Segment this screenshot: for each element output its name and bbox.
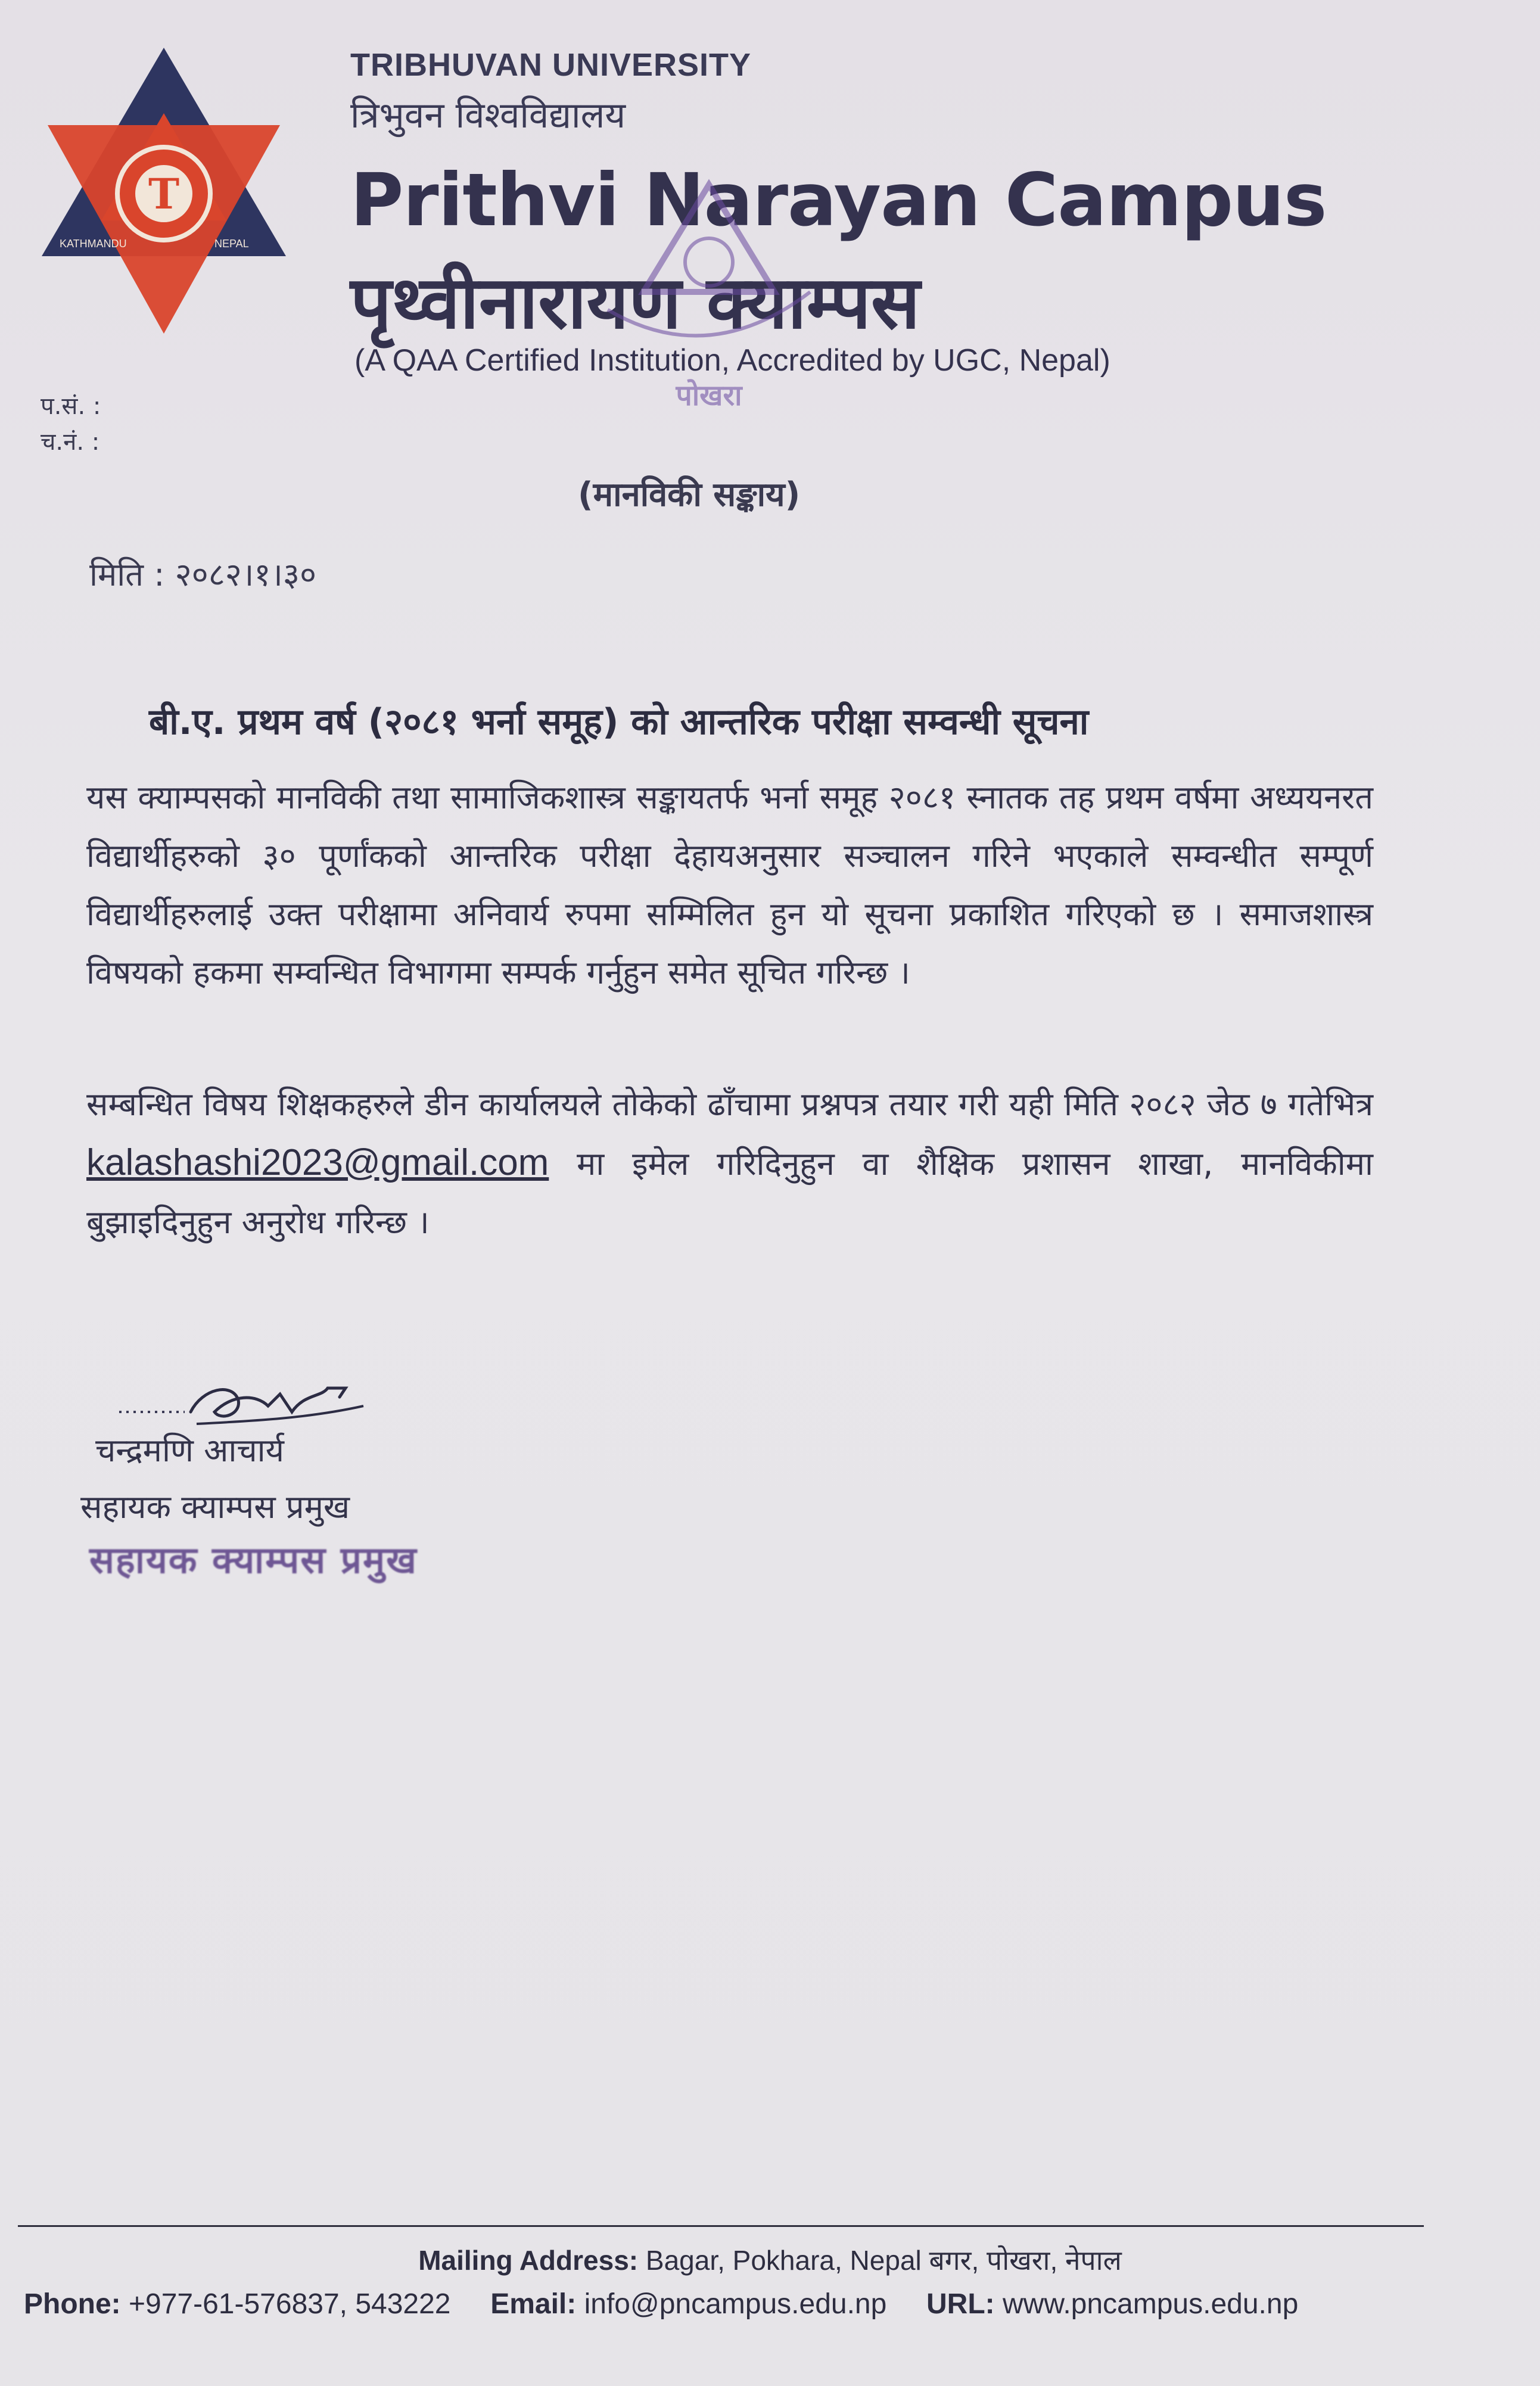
paragraph-2-text-before: सम्बन्धित विषय शिक्षकहरुले डीन कार्यालयले तोकेको ढाँचामा प्रश्नपत्र तयार गरी यही मिति २०८२ जेठ ७ गतेभित्र: [86, 1085, 1373, 1123]
campus-seal-stamp: [572, 173, 846, 423]
tu-logo: [36, 42, 292, 340]
contact-info: [24, 2288, 1298, 2320]
university-name-np: त्रिभुवन विश्वविद्यालय: [350, 95, 626, 136]
accreditation-line: (A QAA Certified Institution, Accredited by UGC, Nepal): [354, 343, 1110, 378]
body-paragraph-1: यस क्याम्पसको मानविकी तथा सामाजिकशास्त्र सङ्कायतर्फ भर्ना समूह २०८१ स्नातक तह प्रथम वर्षमा अध्ययनरत विद्यार्थीहरुको ३० पूर्णांकको आन्तरिक परीक्षा देहायअनुसार सञ्चालन गरिने भएकाले सम्वन्धीत सम्पूर्ण विद्यार्थीहरुलाई उक्त परीक्षामा अनिवार्य रुपमा सम्मिलित हुन यो सूचना प्रकाशित गरिएको छ । समाजशास्त्र विषयको हकमा सम्वन्धित विभागमा सम्पर्क गर्नुहुन समेत सूचित गरिन्छ ।: [86, 779, 1373, 991]
phone-label: Phone:: [24, 2288, 121, 2320]
mailing-label: Mailing Address:: [418, 2245, 639, 2276]
mailing-address: [0, 2241, 1540, 2278]
signatory-title: सहायक क्याम्पस प्रमुख: [80, 1488, 350, 1526]
url-value[interactable]: www.pncampus.edu.np: [1002, 2288, 1299, 2320]
url-label: URL:: [926, 2288, 995, 2320]
body-paragraph-2: [86, 1075, 1373, 1252]
email-label: Email:: [490, 2288, 577, 2320]
notice-subject: बी.ए. प्रथम वर्ष (२०८१ भर्ना समूह) को आन्तरिक परीक्षा सम्वन्धी सूचना: [149, 701, 1089, 743]
paragraph-2-text-after: मा इमेल गरिदिनुहुन वा शैक्षिक प्रशासन शाखा, मानविकीमा बुझाइदिनुहुन अनुरोध गरिन्छ ।: [86, 1145, 1373, 1241]
campus-name-np: पृथ्वीनारायण क्याम्पस: [350, 260, 920, 345]
ref-cn: च.नं. :: [41, 428, 100, 456]
svg-text:T: T: [148, 169, 180, 219]
phone-value: +977-61-576837, 543222: [129, 2288, 451, 2320]
mailing-value: Bagar, Pokhara, Nepal बगर, पोखरा, नेपाल: [645, 2245, 1122, 2276]
logo-text-kathmandu: KATHMANDU: [60, 238, 127, 250]
email-value[interactable]: info@pncampus.edu.np: [584, 2288, 887, 2320]
campus-name-en: Prithvi Narayan Campus: [350, 158, 1327, 242]
footer-divider: [18, 2225, 1424, 2227]
university-name-en: TRIBHUVAN UNIVERSITY: [350, 47, 752, 83]
submission-email-link[interactable]: kalashashi2023@gmail.com: [86, 1142, 549, 1183]
signatory-name: चन्द्रमणि आचार्य: [95, 1432, 284, 1469]
notice-date: मिति : २०८२।१।३०: [89, 556, 317, 593]
stamp-text: पोखरा: [676, 379, 742, 412]
logo-text-nepal: NEPAL: [214, 238, 249, 250]
designation-stamp: सहायक क्याम्पस प्रमुख: [89, 1538, 418, 1582]
ref-ps: प.सं. :: [41, 393, 101, 420]
faculty-heading: (मानविकी सङ्काय): [578, 475, 801, 514]
